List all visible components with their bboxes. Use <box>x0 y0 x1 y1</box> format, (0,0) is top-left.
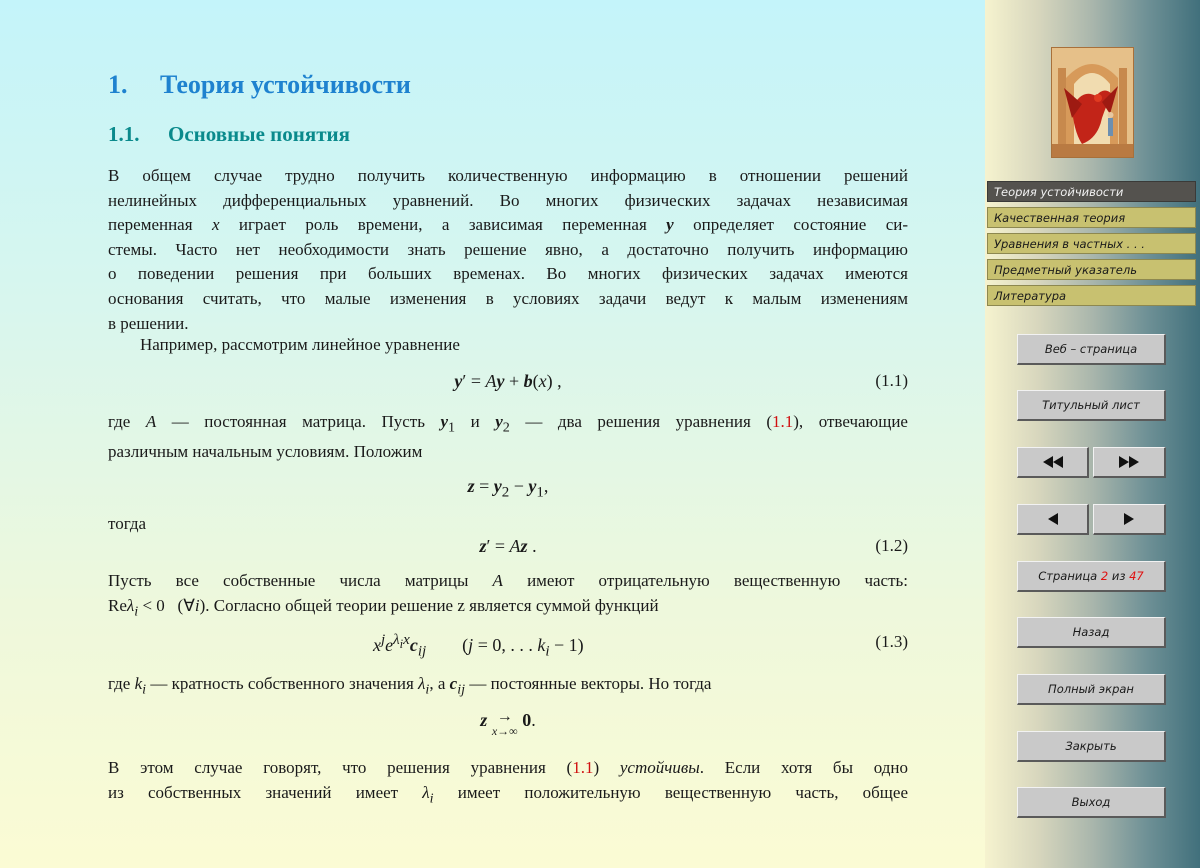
equation-1-2 <box>108 536 908 562</box>
solutions-paragraph <box>108 410 908 465</box>
equation-reference-link[interactable]: 1.1 <box>572 758 594 777</box>
eigenvalues-paragraph <box>108 569 908 624</box>
double-right-arrow-icon <box>1119 456 1139 468</box>
example-paragraph <box>108 333 908 358</box>
paragraph-line: где $k_i$ — кратность собственного значения $\lambda_i$, а $c_{ij}$ — постоянные векторы. Но тогда <box>108 674 712 698</box>
back-button[interactable]: Назад <box>1017 617 1166 648</box>
then-paragraph <box>108 512 908 537</box>
close-button[interactable]: Закрыть <box>1017 731 1166 762</box>
equation-number: (1.1) <box>875 371 908 390</box>
current-page-number: 2 <box>1100 569 1109 583</box>
paragraph-line: где A — постоянная матрица. Пусть $y_1$ и $y_2$ — два решения уравнения (1.1), отвечающие <box>108 412 908 436</box>
title-page-button[interactable]: Титульный лист <box>1017 390 1166 421</box>
sidebar-item-stability-theory[interactable]: Теория устойчивости <box>987 181 1196 202</box>
equation-body: $z = y_2 - y_1$, <box>467 476 549 501</box>
paragraph-line: стемы. Часто нет необходимости знать решение явно, а достаточно получить информацию <box>108 239 908 259</box>
paragraph-line: основания считать, что малые изменения в условиях задачи ведут к малым изменениям <box>108 288 908 308</box>
dragon-book-cover-icon <box>1051 47 1134 158</box>
sidebar-item-literature[interactable]: Литература <box>987 285 1196 306</box>
fast-forward-button[interactable] <box>1093 447 1166 478</box>
intro-paragraph <box>108 164 908 336</box>
sidebar-item-subject-index[interactable]: Предметный указатель <box>987 259 1196 280</box>
total-pages-number: 47 <box>1129 569 1144 583</box>
paragraph-line: в решении. <box>108 313 189 333</box>
page-indicator <box>1017 561 1166 592</box>
double-left-arrow-icon <box>1043 456 1063 468</box>
paragraph-line: тогда <box>108 514 147 533</box>
sidebar-item-qualitative-theory[interactable]: Качественная теория <box>987 207 1196 228</box>
paragraph-line: о поведении решения при больших временах. Во многих физических задачах имеются <box>108 264 908 284</box>
left-arrow-icon <box>1048 513 1058 525</box>
section-heading <box>108 70 411 100</box>
sidebar-item-pde[interactable]: Уравнения в частных . . . <box>987 233 1196 254</box>
section-number: 1. <box>108 70 128 99</box>
multiplicity-paragraph <box>108 672 908 702</box>
paragraph-line: Пусть все собственные числа матрицы A имеют отрицательную вещественную часть: <box>108 571 908 590</box>
paragraph-line: В этом случае говорят, что решения уравнения (1.1) устойчивы. Если хотя бы одно <box>108 758 909 777</box>
next-page-button[interactable] <box>1093 504 1166 535</box>
equation-z-definition <box>108 476 908 502</box>
equation-1-3 <box>108 632 908 658</box>
paragraph-line: различным начальным условиям. Положим <box>108 441 423 461</box>
equation-limit <box>108 710 908 746</box>
equation-body: z → x→∞ 0. <box>480 708 536 738</box>
fullscreen-button[interactable]: Полный экран <box>1017 674 1166 705</box>
paragraph-line: переменная x играет роль времени, а зависимая переменная y определяет состояние си- <box>108 215 908 235</box>
equation-body: z′ = Az . <box>479 536 537 556</box>
stability-paragraph <box>108 756 908 811</box>
equation-body: y′ = Ay + b(x) , <box>454 371 562 391</box>
equation-body: $x^je^{\lambda_ix}c_{ij}$ (j = 0, . . . $k_i - 1$) <box>373 632 584 660</box>
web-page-button[interactable]: Веб – страница <box>1017 334 1166 365</box>
equation-reference-link[interactable]: 1.1 <box>772 412 794 431</box>
equation-number: (1.3) <box>875 632 908 651</box>
subsection-number: 1.1. <box>108 122 140 146</box>
subsection-title: Основные понятия <box>168 122 350 146</box>
page-label: Страница <box>1038 569 1098 583</box>
paragraph-line: нелинейных дифференциальных уравнений. Во многих физических задачах независимая <box>108 190 908 210</box>
paragraph-line: Например, рассмотрим линейное уравнение <box>140 335 460 354</box>
exit-button[interactable]: Выход <box>1017 787 1166 818</box>
equation-number: (1.2) <box>875 536 908 555</box>
rewind-button[interactable] <box>1017 447 1089 478</box>
paragraph-line: Reλ$_i$ < 0 (∀i). Согласно общей теории решение z является суммой функций <box>108 595 659 619</box>
paragraph-line: В общем случае трудно получить количественную информацию в отношении решений <box>108 166 908 185</box>
previous-page-button[interactable] <box>1017 504 1089 535</box>
page-of-label: из <box>1111 569 1126 583</box>
equation-1-1 <box>108 371 908 397</box>
section-title: Теория устойчивости <box>160 70 411 99</box>
right-arrow-icon <box>1124 513 1134 525</box>
paragraph-line: из собственных значений имеет $\lambda_i$ имеет положительную вещественную часть, общее <box>108 782 908 806</box>
subsection-heading <box>108 122 350 147</box>
